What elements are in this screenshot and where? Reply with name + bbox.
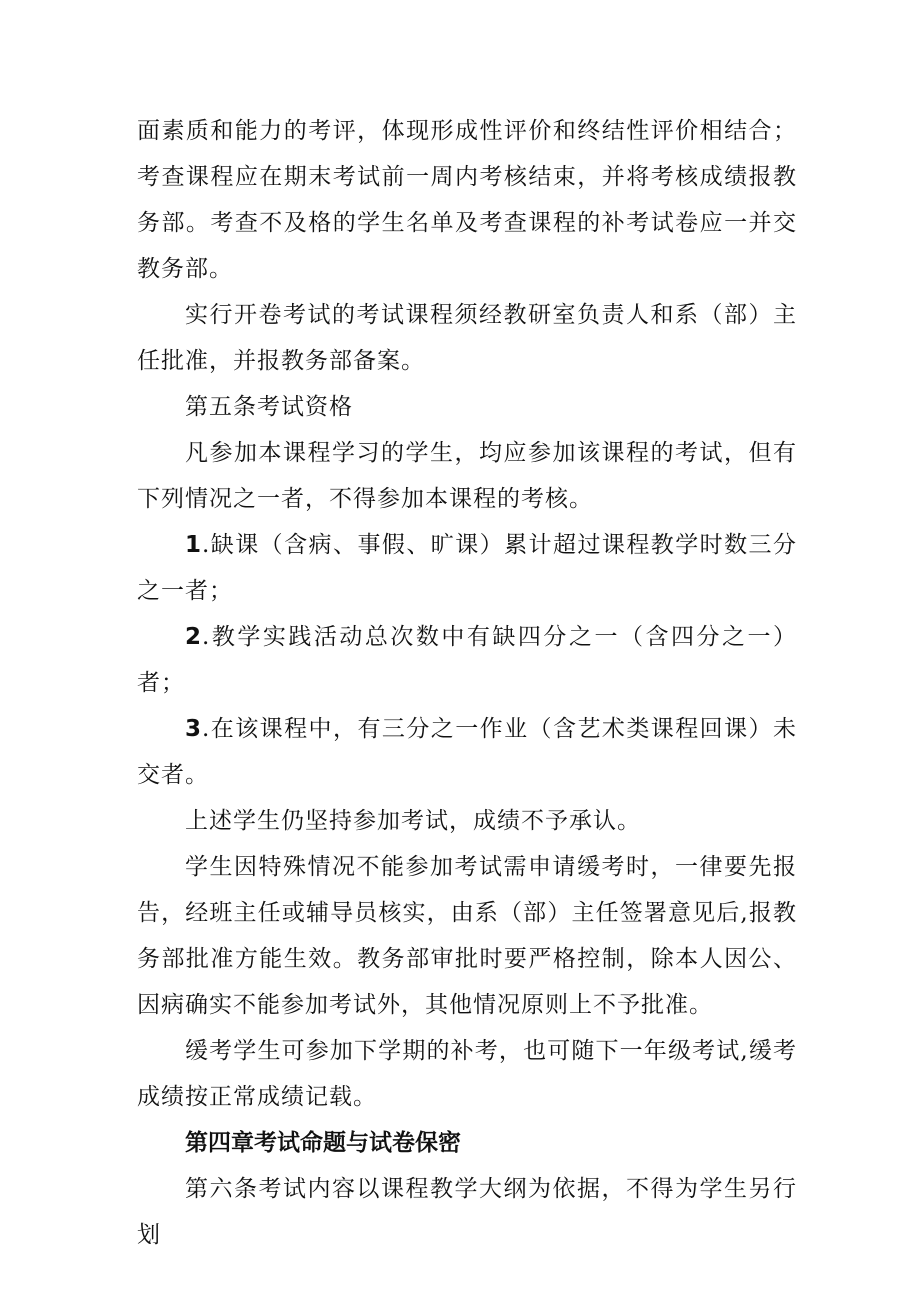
list-item-number: 2 [185,624,203,650]
list-item-number: 3 [185,716,203,742]
paragraph-not-recognized: 上述学生仍坚持参加考试，成绩不予承认。 [185,808,641,834]
chapter-4-heading: 第四章考试命题与试卷保密 [185,1130,461,1156]
article-5-title: 第五条考试资格 [185,394,353,420]
paragraph-deferred-exam-application: 学生因特殊情况不能参加考试需申请缓考时，一律要先报告，经班主任或辅导员核实，由系（部）主任签署意见后,报教务部批准方能生效。教务部审批时要严格控制，除本人因公、因病确实不能参加考试外，其他情况原则上不予批准。 [137,854,797,1018]
list-item-text: .教学实践活动总次数中有缺四分之一（含四分之一）者； [137,624,797,696]
article-6-paragraph: 第六条考试内容以课程教学大纲为依据，不得为学生另行划 [137,1176,797,1248]
paragraph-assessment-continuation: 面素质和能力的考评，体现形成性评价和终结性评价相结合；考查课程应在期末考试前一周内考核结束，并将考核成绩报教务部。考查不及格的学生名单及考查课程的补考试卷应一并交教务部。 [137,118,797,282]
list-item-text: .在该课程中，有三分之一作业（含艺术类课程回课）未交者。 [137,716,797,788]
list-item-3 [137,706,797,798]
list-item-2 [137,614,797,706]
list-item-text: .缺课（含病、事假、旷课）累计超过课程教学时数三分之一者； [137,532,797,604]
list-item-number: 1 [185,532,203,558]
document-body [137,108,797,1258]
paragraph-eligibility-intro: 凡参加本课程学习的学生，均应参加该课程的考试，但有下列情况之一者，不得参加本课程的考核。 [137,440,797,512]
paragraph-open-book-exam: 实行开卷考试的考试课程须经教研室负责人和系（部）主任批准，并报教务部备案。 [137,302,797,374]
paragraph-deferred-exam-grades: 缓考学生可参加下学期的补考，也可随下一年级考试,缓考成绩按正常成绩记载。 [137,1038,797,1110]
list-item-1 [137,522,797,614]
